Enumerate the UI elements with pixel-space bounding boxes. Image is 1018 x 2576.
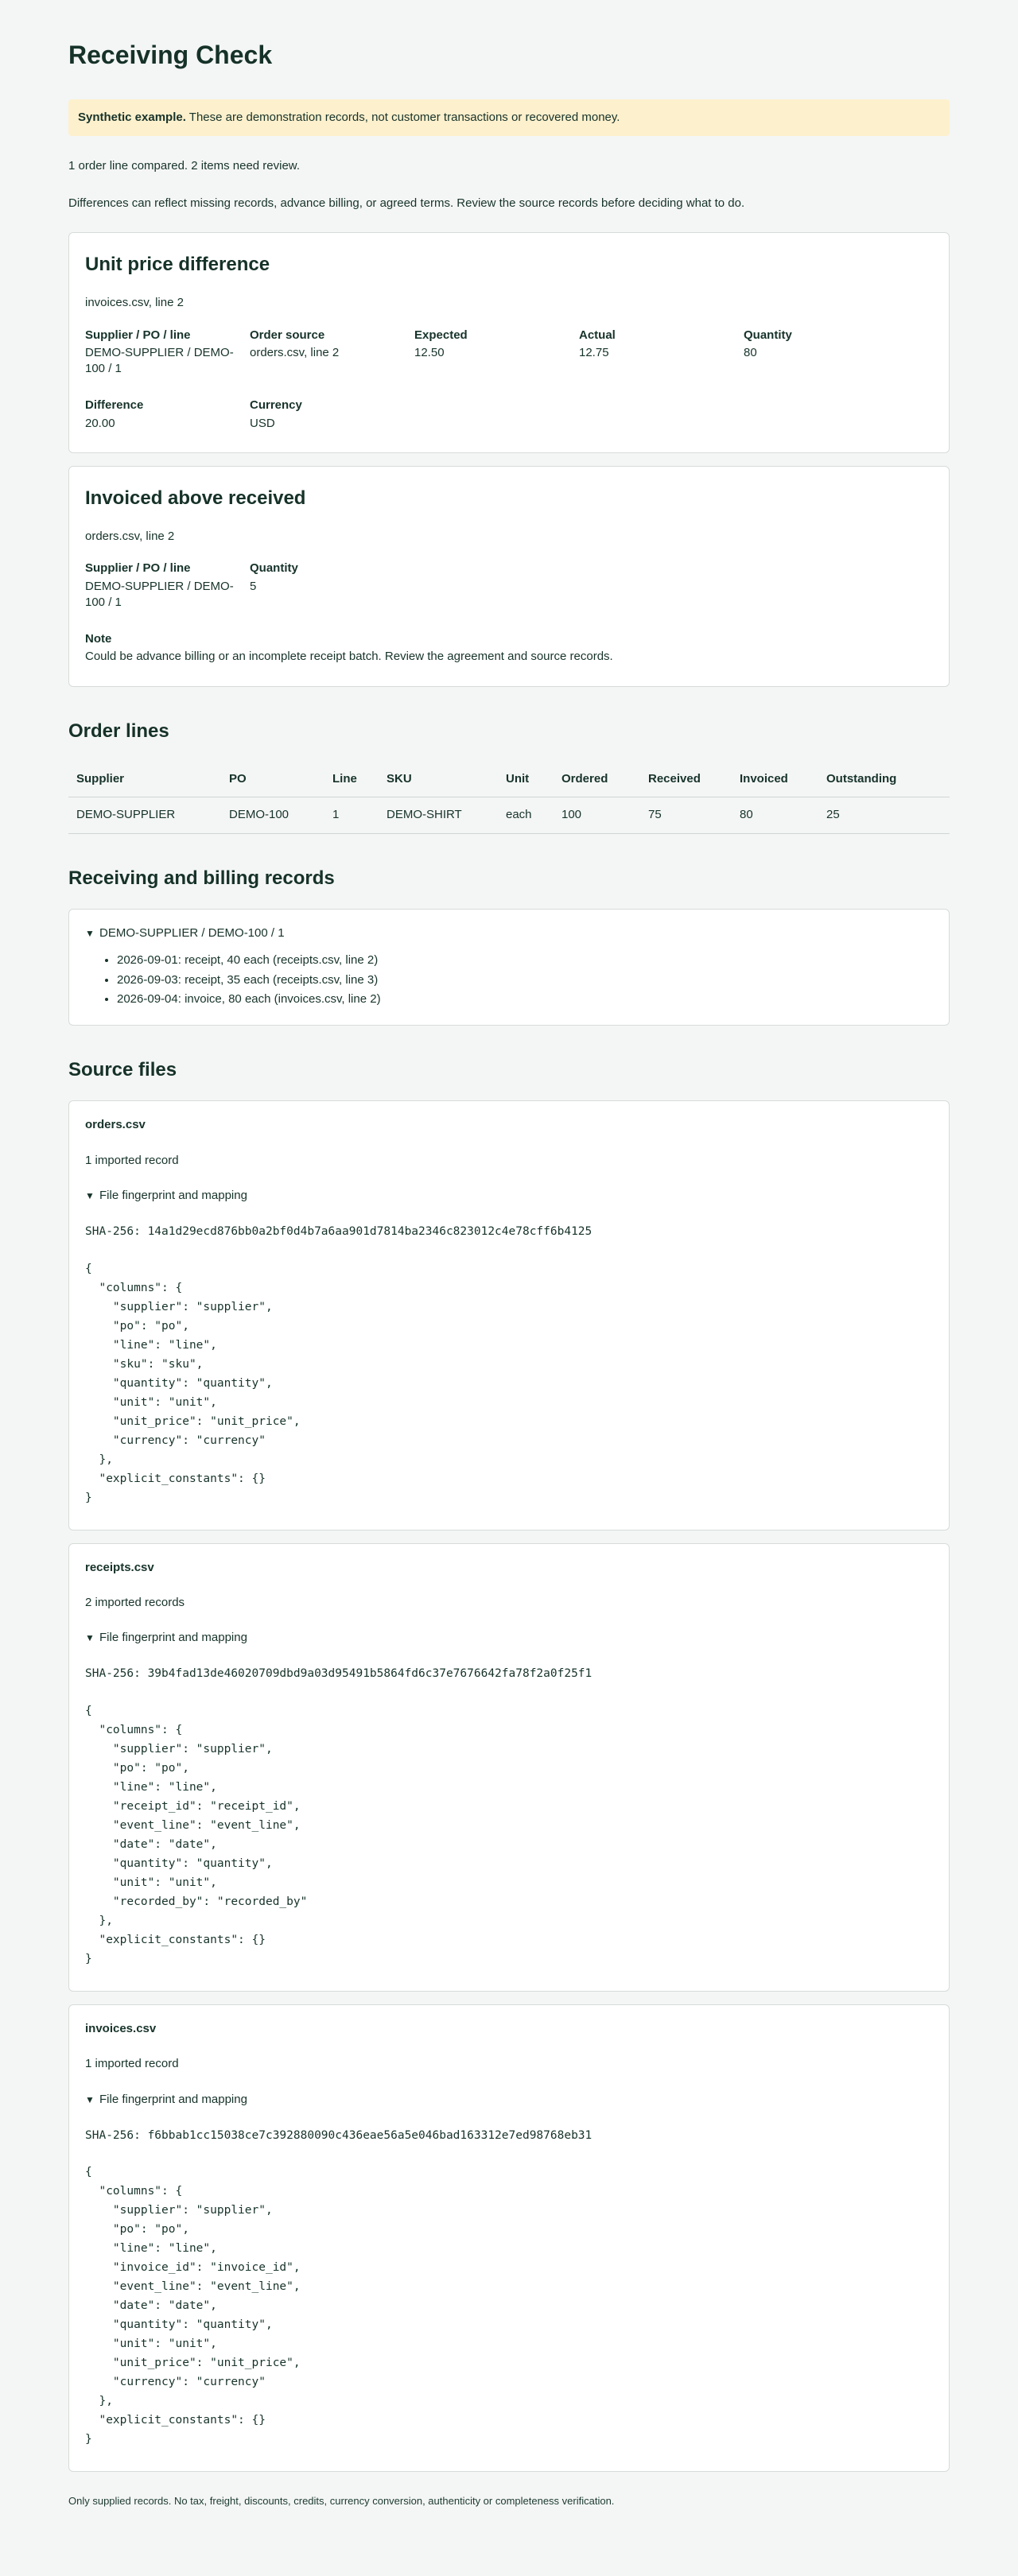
list-item: • 2026-09-01: receipt, 40 each (receipts.csv, line 2) bbox=[117, 952, 933, 968]
field-label: Currency bbox=[250, 398, 302, 413]
field-label: Expected bbox=[414, 328, 468, 342]
field-label: Actual bbox=[579, 328, 616, 342]
finding-card-unit-price bbox=[68, 232, 950, 453]
page-title: Receiving Check bbox=[68, 41, 273, 69]
field-value: 12.75 bbox=[579, 345, 609, 359]
field-value: 20.00 bbox=[85, 416, 115, 430]
field-expected bbox=[414, 328, 579, 378]
file-mapping-json: { "columns": { "supplier": "supplier", "po": "po", "line": "line", "invoice_id": "invoice_id", "event_line": "event_line", "date": "date", "quantity": "quantity", "unit": "unit", "unit_price": "unit_price", "currency": "currency" }, "explicit_constants": {} } bbox=[85, 2166, 301, 2446]
finding-source: orders.csv, line 2 bbox=[85, 530, 175, 544]
col-unit: Unit bbox=[498, 762, 554, 797]
file-record-count: 2 imported records bbox=[85, 1595, 185, 1609]
field-label: Order source bbox=[250, 328, 325, 342]
finding-fields bbox=[85, 328, 933, 432]
file-name: invoices.csv bbox=[85, 2022, 157, 2036]
field-label: Supplier / PO / line bbox=[85, 561, 191, 576]
col-po: PO bbox=[221, 762, 324, 797]
records-group-toggle[interactable] bbox=[85, 925, 933, 941]
col-sku: SKU bbox=[379, 762, 498, 797]
file-mapping-json: { "columns": { "supplier": "supplier", "po": "po", "line": "line", "receipt_id": "receipt_id", "event_line": "event_line", "date": "date", "quantity": "quantity", "unit": "unit", "recorded_by": "recorded_by" }, "explicit_constants": {} } bbox=[85, 1705, 308, 1966]
footer-disclaimer: Only supplied records. No tax, freight, discounts, credits, currency conversion, authenticity or completeness verification. bbox=[68, 2495, 615, 2508]
fingerprint-toggle[interactable] bbox=[85, 2092, 933, 2108]
banner-bold: Synthetic example. bbox=[78, 111, 186, 125]
field-value: 80 bbox=[744, 345, 757, 359]
col-invoiced: Invoiced bbox=[732, 762, 818, 797]
finding-card-invoiced-above-received bbox=[68, 466, 950, 687]
records-group-label: DEMO-SUPPLIER / DEMO-100 / 1 bbox=[99, 926, 285, 940]
finding-title: Invoiced above received bbox=[85, 487, 306, 509]
triangle-down-icon: ▼ bbox=[85, 1632, 95, 1644]
field-value: 12.50 bbox=[414, 345, 445, 359]
file-record-count: 1 imported record bbox=[85, 1153, 179, 1167]
source-file-card-receipts bbox=[68, 1543, 950, 1992]
col-line: Line bbox=[324, 762, 379, 797]
cell-sku: DEMO-SHIRT bbox=[379, 797, 498, 833]
file-sha256: SHA-256: f6bbab1cc15038ce7c392880090c436eae56a5e046bad163312e7ed98768eb31 bbox=[85, 2128, 593, 2142]
cell-line: 1 bbox=[324, 797, 379, 833]
field-actual bbox=[579, 328, 744, 378]
source-files-heading: Source files bbox=[68, 1059, 177, 1080]
source-file-card-invoices bbox=[68, 2004, 950, 2472]
field-order-source bbox=[250, 328, 414, 378]
file-record-count: 1 imported record bbox=[85, 2057, 179, 2071]
table-header-row bbox=[68, 762, 950, 797]
cell-ordered: 100 bbox=[554, 797, 640, 833]
banner-text: These are demonstration records, not customer transactions or recovered money. bbox=[185, 111, 620, 125]
fingerprint-summary-label: File fingerprint and mapping bbox=[99, 2092, 247, 2106]
cell-invoiced: 80 bbox=[732, 797, 818, 833]
field-currency bbox=[250, 398, 414, 432]
field-label: Supplier / PO / line bbox=[85, 328, 191, 342]
file-sha256: SHA-256: 14a1d29ecd876bb0a2bf0d4b7a6aa901d7814ba2346c823012c4e78cff6b4125 bbox=[85, 1225, 593, 1239]
field-value: 5 bbox=[250, 579, 257, 593]
cell-unit: each bbox=[498, 797, 554, 833]
synthetic-banner bbox=[68, 99, 950, 136]
cell-supplier: DEMO-SUPPLIER bbox=[68, 797, 221, 833]
records-event-list bbox=[85, 952, 933, 1007]
order-lines-table bbox=[68, 762, 950, 834]
list-item: • 2026-09-03: receipt, 35 each (receipts.csv, line 3) bbox=[117, 972, 933, 988]
field-label: Quantity bbox=[250, 561, 298, 576]
fingerprint-toggle[interactable] bbox=[85, 1188, 933, 1204]
col-received: Received bbox=[640, 762, 732, 797]
finding-source: invoices.csv, line 2 bbox=[85, 296, 184, 310]
field-value: DEMO-SUPPLIER / DEMO-100 / 1 bbox=[85, 579, 234, 609]
triangle-down-icon: ▼ bbox=[85, 928, 95, 940]
field-value: DEMO-SUPPLIER / DEMO-100 / 1 bbox=[85, 345, 234, 376]
list-item: • 2026-09-04: invoice, 80 each (invoices.csv, line 2) bbox=[117, 991, 933, 1007]
records-heading: Receiving and billing records bbox=[68, 867, 335, 889]
table-row bbox=[68, 797, 950, 833]
guidance-text: Differences can reflect missing records, advance billing, or agreed terms. Review the source records before deciding what to do. bbox=[68, 196, 745, 210]
field-quantity bbox=[250, 561, 414, 611]
cell-outstanding: 25 bbox=[818, 797, 950, 833]
col-supplier: Supplier bbox=[68, 762, 221, 797]
summary-text: 1 order line compared. 2 items need review. bbox=[68, 159, 300, 173]
note-text: Could be advance billing or an incomplete receipt batch. Review the agreement and source records. bbox=[85, 650, 613, 664]
field-label: Difference bbox=[85, 398, 144, 413]
field-difference bbox=[85, 398, 250, 432]
field-supplier-po-line bbox=[85, 328, 250, 378]
fingerprint-summary-label: File fingerprint and mapping bbox=[99, 1631, 247, 1645]
file-name: orders.csv bbox=[85, 1118, 146, 1132]
col-ordered: Ordered bbox=[554, 762, 640, 797]
col-outstanding: Outstanding bbox=[818, 762, 950, 797]
note-label: Note bbox=[85, 632, 112, 646]
triangle-down-icon: ▼ bbox=[85, 2093, 95, 2105]
file-name: receipts.csv bbox=[85, 1560, 154, 1574]
field-label: Quantity bbox=[744, 328, 792, 342]
triangle-down-icon: ▼ bbox=[85, 1189, 95, 1201]
field-value: orders.csv, line 2 bbox=[250, 345, 340, 359]
fingerprint-toggle[interactable] bbox=[85, 1630, 933, 1646]
source-file-card-orders bbox=[68, 1100, 950, 1530]
file-mapping-json: { "columns": { "supplier": "supplier", "po": "po", "line": "line", "sku": "sku", "quantity": "quantity", "unit": "unit", "unit_price": "unit_price", "currency": "currency" }, "explicit_constants": {} } bbox=[85, 1262, 301, 1504]
file-sha256: SHA-256: 39b4fad13de46020709dbd9a03d95491b5864fd6c37e7676642fa78f2a0f25f1 bbox=[85, 1667, 593, 1681]
finding-fields bbox=[85, 561, 933, 611]
field-quantity bbox=[744, 328, 908, 378]
cell-po: DEMO-100 bbox=[221, 797, 324, 833]
field-supplier-po-line bbox=[85, 561, 250, 611]
finding-title: Unit price difference bbox=[85, 253, 270, 275]
fingerprint-summary-label: File fingerprint and mapping bbox=[99, 1188, 247, 1202]
order-lines-heading: Order lines bbox=[68, 720, 169, 742]
cell-received: 75 bbox=[640, 797, 732, 833]
field-value: USD bbox=[250, 416, 275, 430]
finding-note bbox=[85, 631, 933, 665]
records-card bbox=[68, 909, 950, 1026]
